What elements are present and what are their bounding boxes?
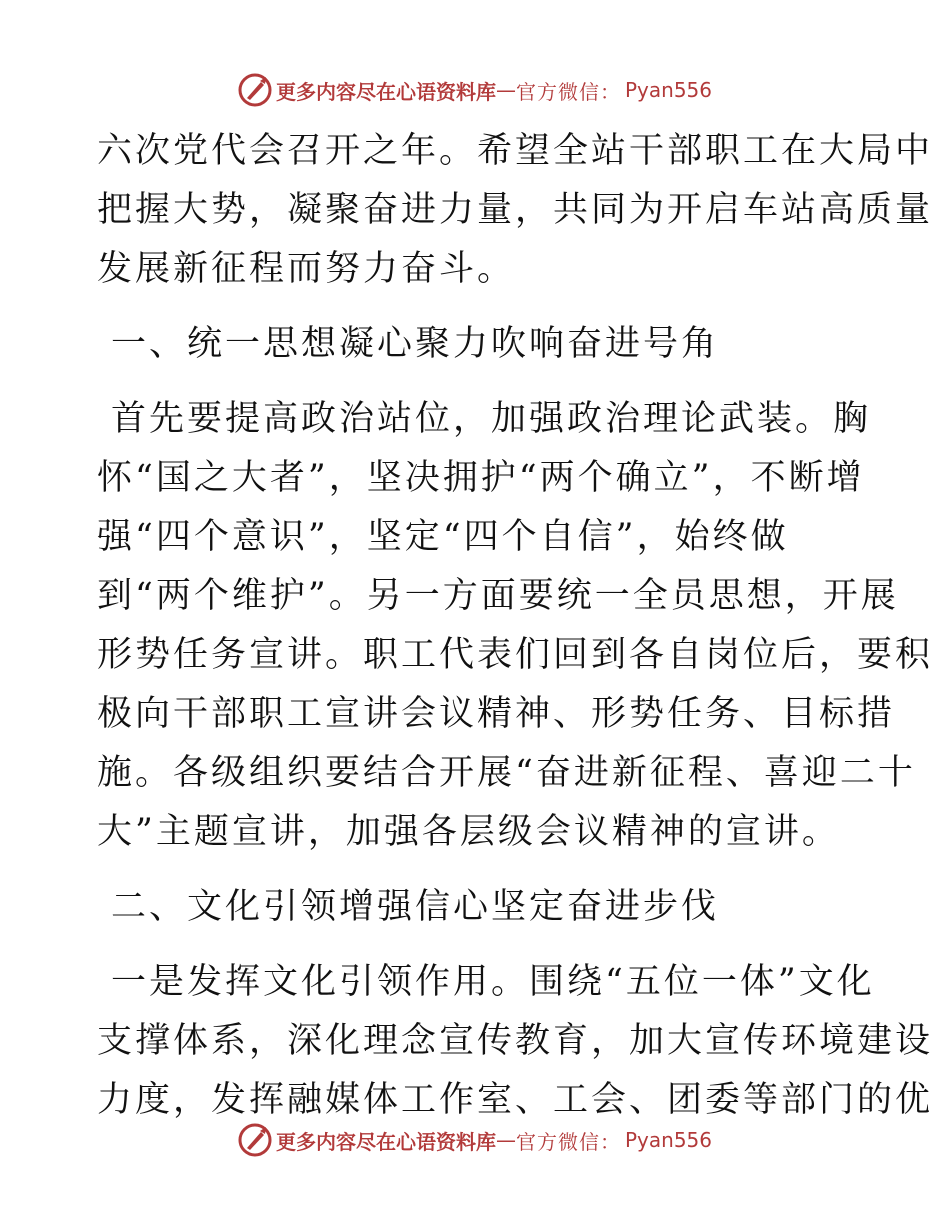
- text-line: 首先要提高政治站位，加强政治理论武装。胸: [111, 399, 872, 439]
- banner-wechat-label: 官方微信：: [515, 1129, 621, 1154]
- banner-brand-text: 更多内容尽在心语资料库: [275, 1129, 496, 1154]
- footer-watermark-banner: [0, 1120, 950, 1160]
- banner-wechat-id: Pyan556: [624, 1128, 712, 1152]
- banner-brand-text: 更多内容尽在心语资料库: [275, 79, 496, 104]
- quill-logo-icon: [238, 1123, 272, 1157]
- text-line: 一是发挥文化引领作用。围绕“五位一体”文化: [111, 962, 875, 1002]
- text-line: 极向干部职工宣讲会议精神、形势任务、目标措: [97, 694, 896, 734]
- text-line: 施。各级组织要结合开展“奋进新征程、喜迎二十: [97, 753, 916, 793]
- text-line: 形势任务宣讲。职工代表们回到各自岗位后，要积: [97, 635, 934, 675]
- text-line: 大”主题宣讲，加强各层级会议精神的宣讲。: [97, 812, 840, 852]
- text-line: 到“两个维护”。另一方面要统一全员思想，开展: [97, 576, 899, 616]
- document-body: [97, 122, 934, 1130]
- quill-logo-icon: [238, 73, 272, 107]
- header-watermark-banner: [0, 70, 950, 110]
- paragraph-1: [97, 122, 934, 299]
- paragraph-3: [97, 953, 934, 1130]
- banner-wechat-id: Pyan556: [624, 78, 712, 102]
- section-heading-2: 二、文化引领增强信心坚定奋进步伐: [111, 887, 720, 927]
- text-line: 支撑体系，深化理念宣传教育，加大宣传环境建设: [97, 1021, 934, 1061]
- text-line: 六次党代会召开之年。希望全站干部职工在大局中: [97, 131, 934, 171]
- text-line: 力度，发挥融媒体工作室、工会、团委等部门的优: [97, 1080, 934, 1120]
- banner-separator: —: [495, 78, 516, 102]
- paragraph-2: [97, 390, 934, 862]
- text-line: 发展新征程而努力奋斗。: [97, 249, 516, 289]
- text-line: 强“四个意识”，坚定“四个自信”，始终做: [97, 517, 789, 557]
- banner-wechat-label: 官方微信：: [515, 79, 621, 104]
- banner-separator: —: [495, 1128, 516, 1152]
- section-heading-1: 一、统一思想凝心聚力吹响奋进号角: [111, 324, 720, 364]
- text-line: 把握大势，凝聚奋进力量，共同为开启车站高质量: [97, 190, 934, 230]
- text-line: 怀“国之大者”，坚决拥护“两个确立”，不断增: [97, 458, 865, 498]
